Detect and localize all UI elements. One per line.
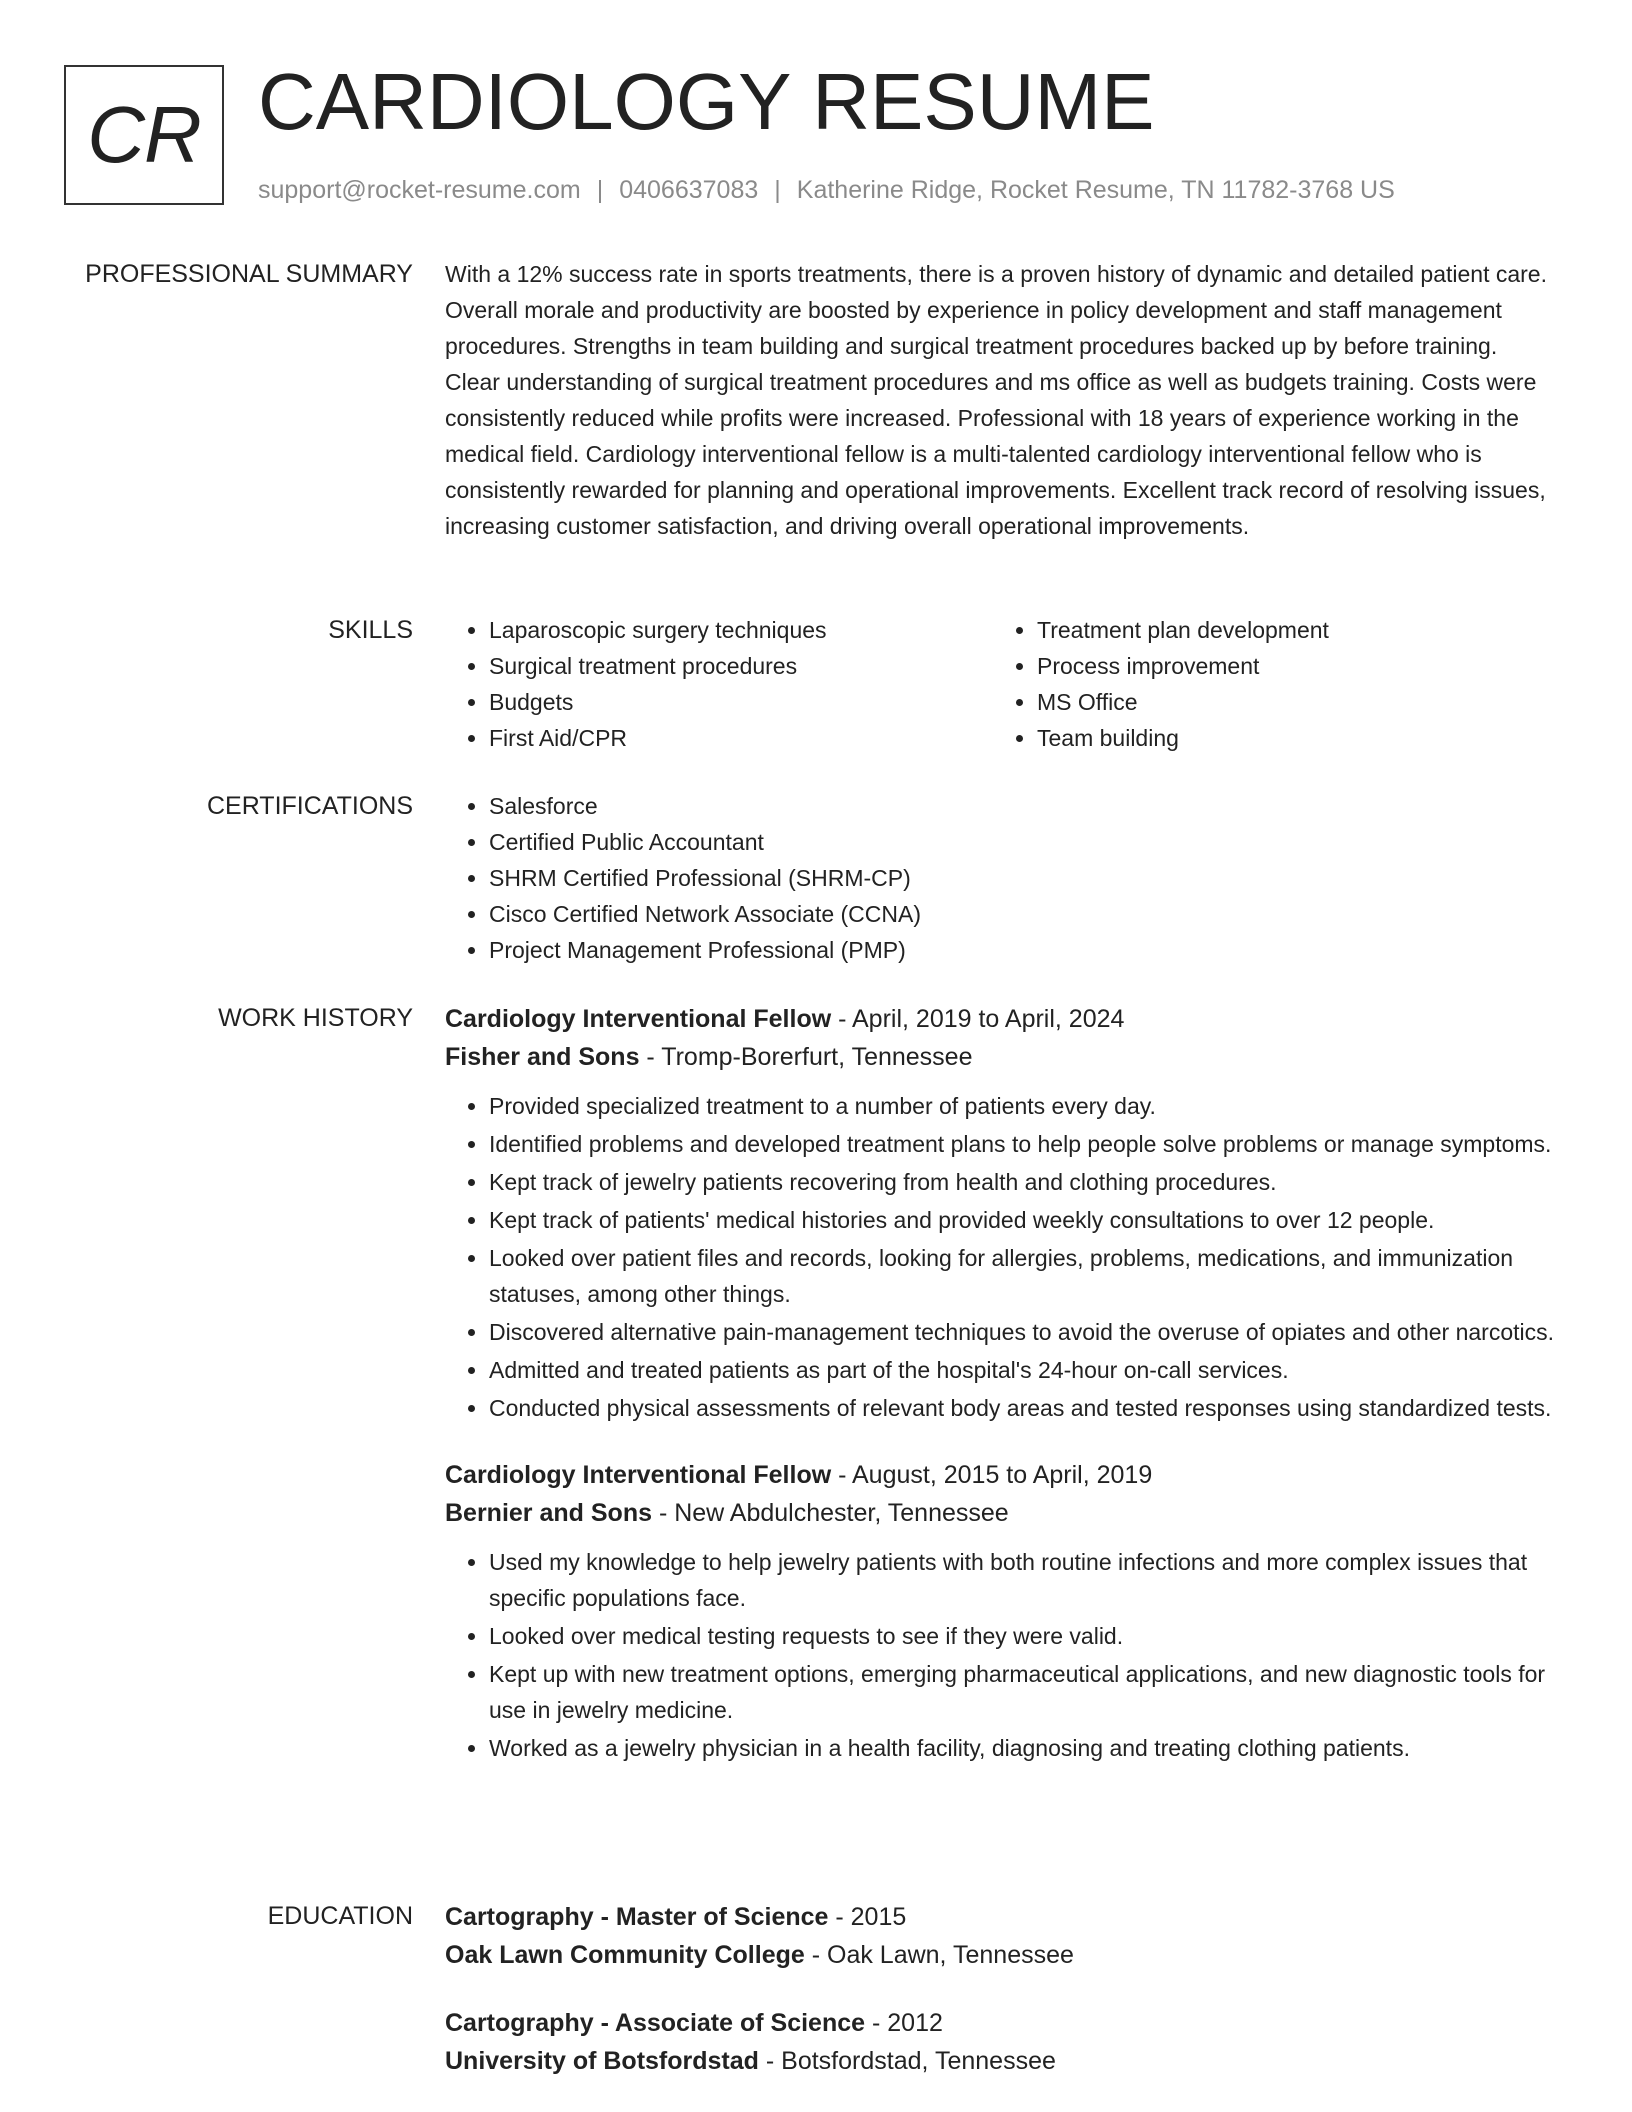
skills-column-left	[445, 612, 993, 756]
job-duty: • Worked as a jewelry physician in a health facility, diagnosing and treating clothing patients.	[489, 1730, 1555, 1766]
contact-line	[258, 174, 1395, 206]
skill-item: • Laparoscopic surgery techniques	[489, 612, 993, 648]
job-company-line	[445, 1494, 1555, 1532]
skills-body	[445, 612, 1555, 756]
education-school: Oak Lawn Community College	[445, 1941, 805, 1969]
job-location: - Tromp-Borerfurt, Tennessee	[639, 1043, 973, 1071]
job-duty: • Kept track of patients' medical histories and provided weekly consultations to over 12 people.	[489, 1202, 1555, 1238]
certifications-heading: CERTIFICATIONS	[206, 792, 413, 820]
education-entry	[445, 1898, 1555, 1974]
job-title-line	[445, 1000, 1555, 1038]
skill-item: • Process improvement	[1037, 648, 1541, 684]
job-company-line	[445, 1038, 1555, 1076]
summary-body	[445, 256, 1555, 544]
job-title: Cardiology Interventional Fellow	[445, 1005, 832, 1033]
contact-email[interactable]: support@rocket-resume.com	[258, 176, 581, 204]
work-history-body	[445, 1000, 1555, 1768]
education-school-line	[445, 2042, 1555, 2080]
contact-address: Katherine Ridge, Rocket Resume, TN 11782-3768 US	[796, 176, 1395, 204]
certification-item: • Cisco Certified Network Associate (CCNA)	[489, 896, 1555, 932]
skills-column-right	[993, 612, 1541, 756]
job-duty: • Admitted and treated patients as part of the hospital's 24-hour on-call services.	[489, 1352, 1555, 1388]
page-title: CARDIOLOGY RESUME	[258, 57, 1155, 146]
education-year: - 2012	[865, 2009, 943, 2037]
job-duty: • Identified problems and developed treatment plans to help people solve problems or manage symptoms.	[489, 1126, 1555, 1162]
job-duty: • Provided specialized treatment to a number of patients every day.	[489, 1088, 1555, 1124]
certifications-body	[445, 788, 1555, 968]
job-dates: - April, 2019 to April, 2024	[831, 1005, 1125, 1033]
education-school-line	[445, 1936, 1555, 1974]
summary-heading: PROFESSIONAL SUMMARY	[85, 260, 413, 288]
education-body	[445, 1898, 1555, 2080]
job-entry	[445, 1456, 1555, 1766]
job-duty: • Conducted physical assessments of relevant body areas and tested responses using standardized tests.	[489, 1390, 1555, 1426]
job-entry	[445, 1000, 1555, 1426]
contact-phone[interactable]: 0406637083	[619, 176, 759, 204]
education-location: - Botsfordstad, Tennessee	[758, 2047, 1056, 2075]
job-dates: - August, 2015 to April, 2019	[831, 1461, 1153, 1489]
education-school: University of Botsfordstad	[445, 2047, 759, 2075]
job-company: Fisher and Sons	[445, 1043, 640, 1071]
certification-item: • Salesforce	[489, 788, 1555, 824]
certification-item: • SHRM Certified Professional (SHRM-CP)	[489, 860, 1555, 896]
job-company: Bernier and Sons	[445, 1499, 652, 1527]
skill-item: • First Aid/CPR	[489, 720, 993, 756]
skill-item: • Treatment plan development	[1037, 612, 1541, 648]
skill-item: • Team building	[1037, 720, 1541, 756]
job-title: Cardiology Interventional Fellow	[445, 1461, 832, 1489]
skills-heading: SKILLS	[328, 616, 413, 644]
summary-text: With a 12% success rate in sports treatments, there is a proven history of dynamic and detailed patient care. Overall morale and productivity are boosted by experience in policy development and staff management procedures. Strengths in team building and surgical treatment procedures backed up by before training. Clear understanding of surgical treatment procedures and ms office as well as budgets training. Costs were consistently reduced while profits were increased. Professional with 18 years of experience working in the medical field. Cardiology interventional fellow is a multi-talented cardiology interventional fellow who is consistently rewarded for planning and operational improvements. Excellent track record of resolving issues, increasing customer satisfaction, and driving overall operational improvements.	[445, 261, 1547, 539]
job-duties	[445, 1088, 1555, 1426]
job-duty: • Looked over medical testing requests to see if they were valid.	[489, 1618, 1555, 1654]
job-duty: • Used my knowledge to help jewelry patients with both routine infections and more complex issues that specific populations face.	[489, 1544, 1555, 1616]
education-entry	[445, 2004, 1555, 2080]
education-heading: EDUCATION	[267, 1902, 413, 1930]
job-duty: • Kept track of jewelry patients recovering from health and clothing procedures.	[489, 1164, 1555, 1200]
work-history-heading: WORK HISTORY	[218, 1004, 413, 1032]
job-duty: • Kept up with new treatment options, emerging pharmaceutical applications, and new diagnostic tools for use in jewelry medicine.	[489, 1656, 1555, 1728]
job-duty: • Looked over patient files and records, looking for allergies, problems, medications, and immunization statuses, among other things.	[489, 1240, 1555, 1312]
certification-item: • Project Management Professional (PMP)	[489, 932, 1555, 968]
education-degree: Cartography - Master of Science	[445, 1903, 829, 1931]
education-year: - 2015	[828, 1903, 907, 1931]
job-duties	[445, 1544, 1555, 1766]
contact-separator: |	[596, 176, 604, 204]
education-degree-line	[445, 2004, 1555, 2042]
education-degree-line	[445, 1898, 1555, 1936]
job-location: - New Abdulchester, Tennessee	[652, 1499, 1009, 1527]
education-location: - Oak Lawn, Tennessee	[804, 1941, 1074, 1969]
contact-separator: |	[774, 176, 781, 204]
job-title-line	[445, 1456, 1555, 1494]
skill-item: • Surgical treatment procedures	[489, 648, 993, 684]
education-degree: Cartography - Associate of Science	[445, 2009, 866, 2037]
job-duty: • Discovered alternative pain-management techniques to avoid the overuse of opiates and other narcotics.	[489, 1314, 1555, 1350]
monogram-logo: CR	[64, 65, 224, 205]
skill-item: • MS Office	[1037, 684, 1541, 720]
certification-item: • Certified Public Accountant	[489, 824, 1555, 860]
skill-item: • Budgets	[489, 684, 993, 720]
